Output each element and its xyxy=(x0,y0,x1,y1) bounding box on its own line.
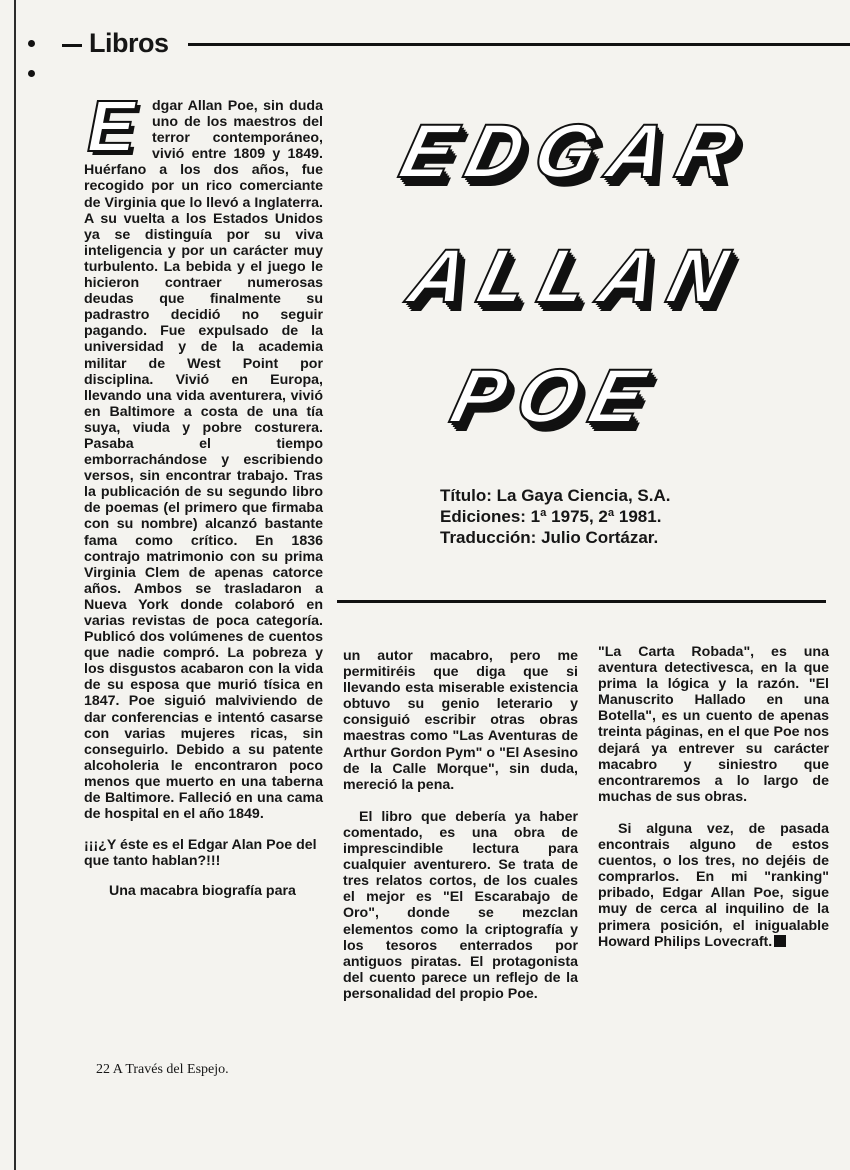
page-edge xyxy=(14,0,16,1170)
book-credits xyxy=(440,485,760,548)
paragraph: Si alguna vez, de pasada encontrais alguno de estos cuentos, o los tres, no dejéis de comprarlos. En mi "ranking" pribado, Edgar Allan Poe, sigue muy de cerca al inquilino de la primera posición, el inigualable Howard Philips Lovecraft. xyxy=(598,820,829,950)
paragraph: un autor macabro, pero me permitiréis que diga que si llevando esta miserable existencia obtuvo su genio leterario y consiguió escribir otras obras maestras como "Las Aventuras de Arthur Gordon Pym" o "El Asesino de la Calle Morque", sin duda, mereció la pena. xyxy=(343,648,578,793)
paragraph: dgar Allan Poe, sin duda uno de los maestros del terror contemporáneo, vivió entre 1809 y 1849. Huérfano a los dos años, fue recogido por un rico comerciante de Virginia que lo llevó a Inglaterra. A su vuelta a los Estados Unidos ya se distinguía por su viva inteligencia y por un carácter muy turbulento. La bebida y el juego le hicieron contraer numerosas deudas que finalmente su padrastro decidió no seguir pagando. Fue expulsado de la universidad y de la academia militar de West Point por disciplina. Vivió en Europa, llevando una vida aventurera, vivió en Baltimore a costa de una tía suya, viuda y pobre costurera. Pasaba el tiempo emborrachándose y escribiendo versos, sin encontrar trabajo. Tras la publicación de su segundo libro de poemas (el primero que firmaba con su nombre) alcanzó bastante fama como crítico. En 1836 contrajo matrimonio con su prima Virginia Clem de apenas catorce años. Ambos se trasladaron a Nueva York donde colaboró en varias revistas de poca categoría. Publicó dos volúmenes de cuentos que nadie compró. La pobreza y los disgustos acabaron con la vida de su esposa que murió tísica en 1847. Poe siguió malviviendo de dar conferencias e intentó casarse con varias mujeres ricas, sin conseguirlo. Debido a su patente alcoholeria le encontraron poco menos que muerto en una taberna de Baltimore. Falleció en una cama de hospital en el año 1849. xyxy=(84,98,323,823)
section-divider xyxy=(337,600,826,603)
title-line-1: EDGAR xyxy=(392,109,758,194)
edge-mark xyxy=(28,40,35,47)
article-column-3 xyxy=(598,644,829,950)
title-line-3: POE xyxy=(443,354,667,439)
paragraph: Una macabra biografía para xyxy=(109,883,296,900)
paragraph: "La Carta Robada", es una aventura detectivesca, en la que prima la lógica y la razón. "El Manuscrito Hallado en una Botella", es un cuento de apenas treinta páginas, en el que Poe nos dejará ya entrever su carácter macabro y siniestro que encontraremos a lo largo de muchas de sus obras. xyxy=(598,644,829,805)
header-dash xyxy=(62,44,82,47)
credit-editions: Ediciones: 1ª 1975, 2ª 1981. xyxy=(440,507,662,526)
credit-translation: Traducción: Julio Cortázar. xyxy=(440,528,659,547)
section-header xyxy=(62,26,850,66)
paragraph: El libro que debería ya haber comentado, es una obra de imprescindible lectura para cualquier aventurero. Se trata de tres relatos cortos, de los cuales el mejor es "El Escarabajo de Oro", donde se mezclan elementos como la criptografía y los tesoros enterrados por antiguos piratas. El protagonista del cuento parece un reflejo de la personalidad del propio Poe. xyxy=(343,808,578,1002)
paragraph: ¡¡¡¿Y éste es el Edgar Alan Poe del que tanto hablan?!!! xyxy=(84,837,317,870)
drop-cap: E xyxy=(87,87,136,167)
article-column-2 xyxy=(343,648,578,1002)
header-rule xyxy=(188,43,850,46)
credit-title: Título: La Gaya Ciencia, S.A. xyxy=(440,486,671,505)
title-line-2: ALLAN xyxy=(400,234,750,319)
section-title: Libros xyxy=(89,28,169,58)
edge-mark xyxy=(28,70,35,77)
page-footer: 22 A Través del Espejo. xyxy=(96,1062,229,1077)
end-mark xyxy=(774,935,786,947)
article-column-1 xyxy=(84,87,323,900)
